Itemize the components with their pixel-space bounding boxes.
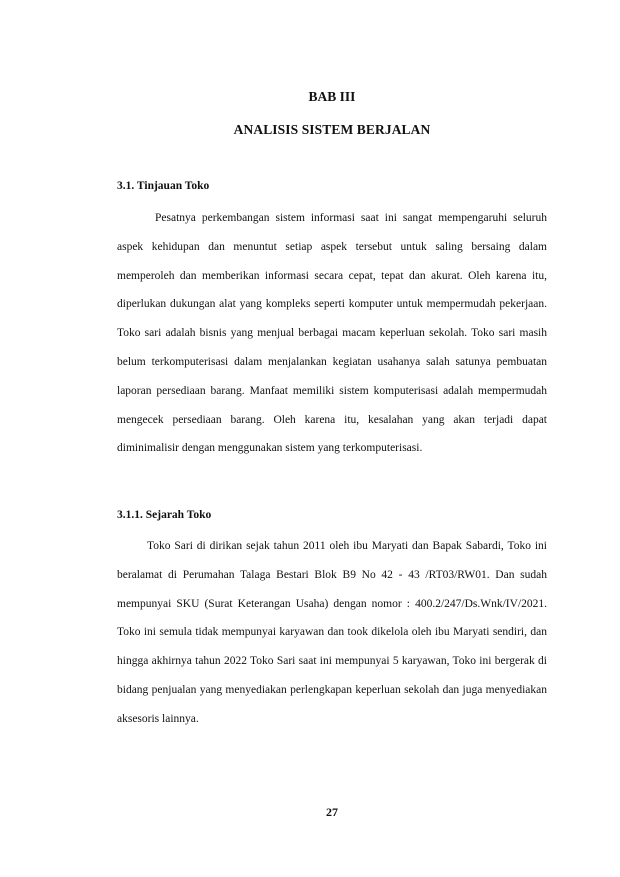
page-number: 27 — [326, 805, 338, 819]
chapter-number: BAB III — [308, 89, 356, 104]
section-paragraph-tinjauan-toko: Pesatnya perkembangan sistem informasi saat ini sangat mempengaruhi seluruh aspek kehidupan dan menuntut setiap aspek tersebut untuk saling bersaing dalam memperoleh dan memberikan informasi secara cepat, tepat dan akurat. Oleh karena itu, diperlukan dukungan alat yang kompleks seperti komputer untuk mempermudah pekerjaan. Toko sari adalah bisnis yang menjual berbagai macam keperluan sekolah. Toko sari masih belum terkomputerisasi dalam menjalankan kegiatan usahanya salah satunya pembuatan laporan persediaan barang. Manfaat memiliki sistem komputerisasi adalah mempermudah mengecek persediaan barang. Oleh karena itu, kesalahan yang akan terjadi dapat diminimalisir dengan menggunakan sistem yang terkomputerisasi. — [117, 212, 547, 455]
section-heading-sejarah-toko: 3.1.1. Sejarah Toko — [117, 509, 212, 521]
chapter-title: ANALISIS SISTEM BERJALAN — [233, 122, 431, 137]
section-heading-tinjauan-toko: 3.1. Tinjauan Toko — [117, 180, 210, 192]
section-paragraph-sejarah-toko: Toko Sari di dirikan sejak tahun 2011 oleh ibu Maryati dan Bapak Sabardi, Toko ini beralamat di Perumahan Talaga Bestari Blok B9 No 42 - 43 /RT03/RW01. Dan sudah mempunyai SKU (Surat Keterangan Usaha) dengan nomor : 400.2/247/Ds.Wnk/IV/2021. Toko ini semula tidak mempunyai karyawan dan took dikelola oleh ibu Maryati sendiri, dan hingga akhirnya tahun 2022 Toko Sari saat ini mempunyai 5 karyawan, Toko ini bergerak di bidang penjualan yang menyediakan perlengkapan keperluan sekolah dan juga menyediakan aksesoris lainnya. — [117, 540, 547, 725]
